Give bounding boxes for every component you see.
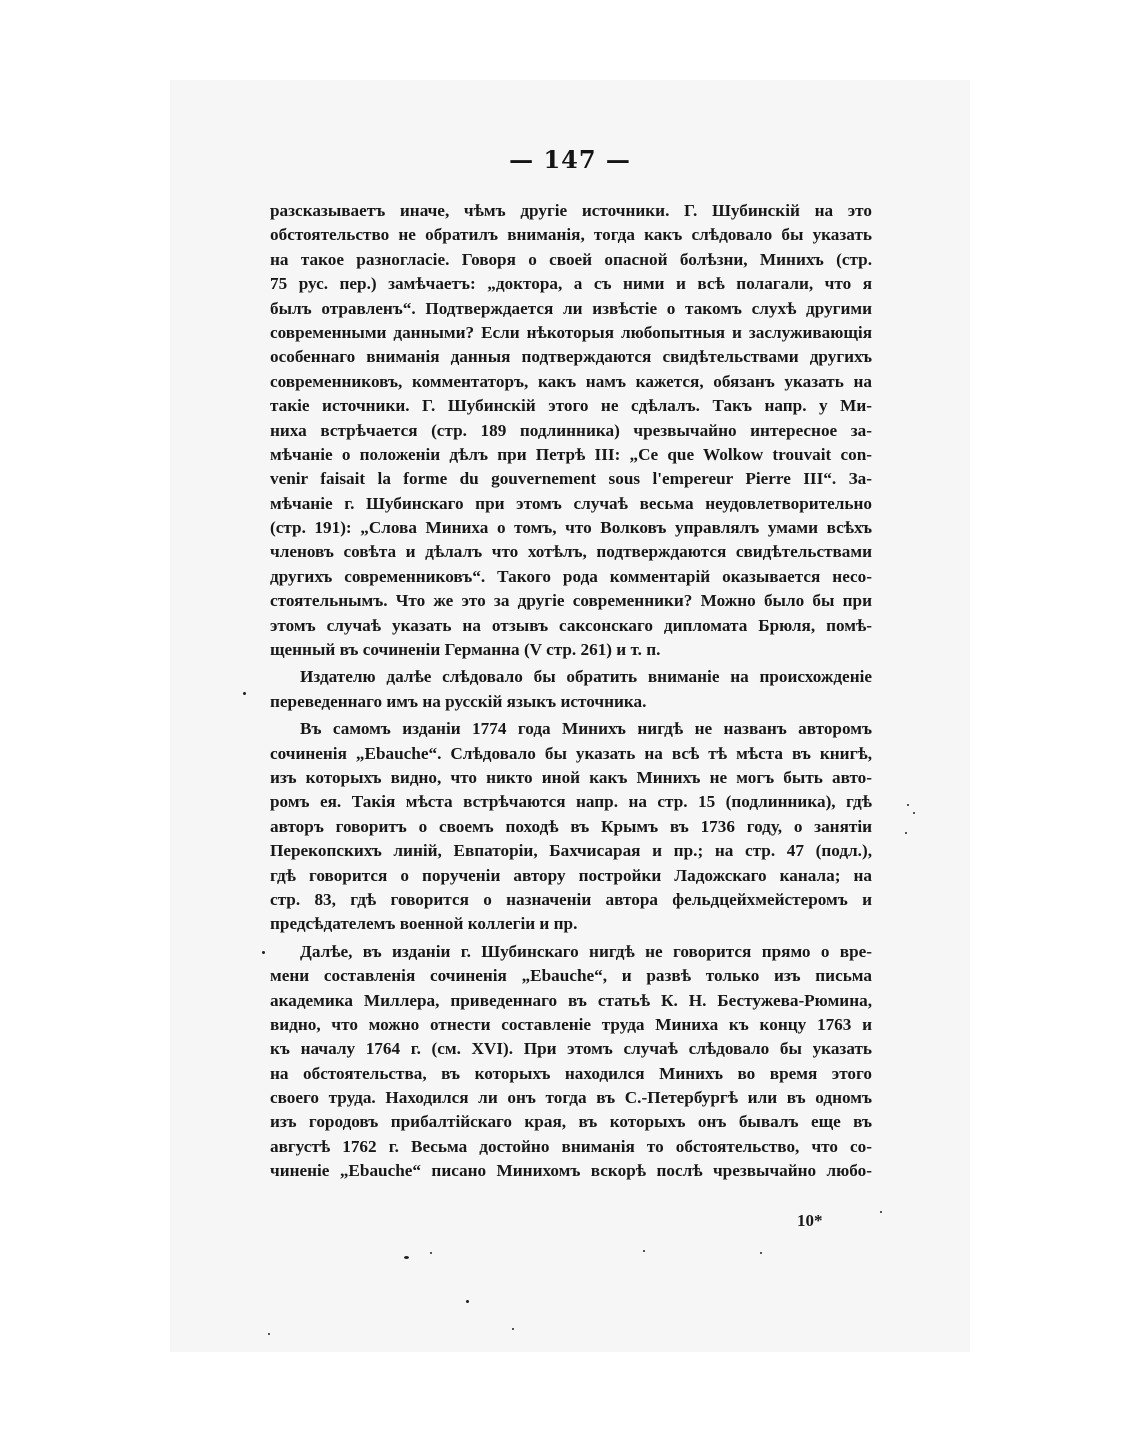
text-line: стр. 83, гдѣ говорится о назначеніи автора фельдцейхмейстеромъ и (270, 889, 872, 909)
text-line: членовъ совѣта и дѣлалъ что хотѣлъ, подтверждаются свидѣтельствами (270, 542, 872, 562)
text-line: гдѣ говорится о порученіи автору постройки Ладожскаго канала; на (270, 865, 872, 885)
scan-speck (430, 1252, 432, 1254)
text-line: переведеннаго имъ на русскій языкъ источника. (270, 691, 647, 711)
paragraph-4 (270, 940, 872, 1184)
text-line: 75 рус. пер.) замѣчаетъ: „доктора, а съ ними и всѣ полагали, что я (270, 274, 872, 294)
text-line: Издателю далѣе слѣдовало бы обратить вниманіе на происхожденіе (300, 667, 872, 687)
text-line: мени составленія сочиненія „Ebauche“, и развѣ только изъ письма (270, 966, 872, 986)
scan-speck (880, 1211, 882, 1213)
text-line: особеннаго вниманія данныя подтверждаются свидѣтельствами другихъ (270, 347, 872, 367)
text-line: былъ отравленъ“. Подтверждается ли извѣстіе о такомъ слухѣ другими (270, 298, 872, 318)
scan-speck (404, 1256, 409, 1259)
text-line: на такое разногласіе. Говоря о своей опасной болѣзни, Минихъ (стр. (270, 249, 872, 269)
body-text (270, 199, 872, 1184)
text-line: ромъ ея. Такія мѣста встрѣчаются напр. на стр. 15 (подлинника), гдѣ (270, 792, 872, 812)
text-line: предсѣдателемъ военной коллегіи и пр. (270, 914, 578, 934)
text-line: такіе источники. Г. Шубинскій этого не сдѣлалъ. Такъ напр. у Ми- (270, 396, 872, 416)
text-line: ниха встрѣчается (стр. 189 подлинника) чрезвычайно интересное за- (270, 420, 872, 440)
text-line: изъ которыхъ видно, что никто иной какъ Минихъ не могъ быть авто- (270, 767, 872, 787)
text-line: Далѣе, въ изданіи г. Шубинскаго нигдѣ не говорится прямо о вре- (300, 941, 872, 961)
scan-speck (643, 1250, 645, 1252)
text-line: Перекопскихъ линій, Евпаторіи, Бахчисарая и пр.; на стр. 47 (подл.), (270, 841, 872, 861)
text-line: авторъ говоритъ о своемъ походѣ въ Крымъ въ 1736 году, о занятіи (270, 816, 872, 836)
text-line: стоятельнымъ. Что же это за другіе современники? Можно было бы при (270, 591, 872, 611)
text-line: современниковъ, комментаторъ, какъ намъ кажется, обязанъ указать на (270, 371, 872, 391)
text-line: августѣ 1762 г. Весьма достойно вниманія то обстоятельство, что со- (270, 1136, 872, 1156)
scan-speck (905, 832, 907, 834)
text-line: обстоятельство не обратилъ вниманія, тогда какъ слѣдовало бы указать (270, 225, 872, 245)
paragraph-2 (270, 665, 872, 714)
text-line: другихъ современниковъ“. Такого рода комментарій оказывается несо- (270, 566, 872, 586)
scan-speck (466, 1300, 469, 1303)
text-line: (стр. 191): „Слова Миниха о томъ, что Волковъ управлялъ умами всѣхъ (270, 518, 872, 538)
text-line: своего труда. Находился ли онъ тогда въ С.-Петербургѣ или въ одномъ (270, 1088, 872, 1108)
text-line: мѣчаніе о положеніи дѣлъ при Петрѣ III: „Ce que Wolkow trouvait con- (270, 444, 872, 464)
text-line: видно, что можно отнести составленіе труда Миниха къ концу 1763 и (270, 1014, 872, 1034)
printer-signature-mark: 10* (797, 1211, 823, 1230)
text-line: академика Миллера, приведеннаго въ статьѣ К. Н. Бестужева-Рюмина, (270, 990, 872, 1010)
page-number: — 147 — (509, 145, 631, 174)
paragraph-1 (270, 199, 872, 662)
text-line: на обстоятельства, въ которыхъ находился Минихъ во время этого (270, 1063, 872, 1083)
text-line: чиненіе „Ebauche“ писано Минихомъ вскорѣ послѣ чрезвычайно любо- (270, 1161, 872, 1181)
scan-speck (512, 1328, 514, 1330)
scan-speck (262, 951, 265, 954)
scan-speck (243, 692, 246, 695)
scan-speck (913, 812, 915, 814)
text-line: современными данными? Если нѣкоторыя любопытныя и заслуживающія (270, 322, 872, 342)
text-line: Въ самомъ изданіи 1774 года Минихъ нигдѣ не названъ авторомъ (300, 719, 872, 739)
text-line: изъ городовъ прибалтійскаго края, въ которыхъ онъ бывалъ еще въ (270, 1112, 872, 1132)
text-line: venir faisait la forme du gouvernement sous l'empereur Pierre III“. За- (270, 469, 872, 489)
scan-speck (907, 804, 909, 806)
text-line: мѣчаніе г. Шубинскаго при этомъ случаѣ весьма неудовлетворительно (270, 493, 872, 513)
text-line: этомъ случаѣ указать на отзывъ саксонскаго дипломата Брюля, помѣ- (270, 615, 872, 635)
text-line: сочиненія „Ebauche“. Слѣдовало бы указать на всѣ тѣ мѣста въ книгѣ, (270, 743, 872, 763)
paragraph-3 (270, 717, 872, 937)
text-line: разсказываетъ иначе, чѣмъ другіе источники. Г. Шубинскій на это (270, 201, 872, 220)
scan-speck (268, 1333, 270, 1335)
text-line: къ началу 1764 г. (см. XVI). При этомъ случаѣ слѣдовало бы указать (270, 1039, 872, 1059)
scan-speck (760, 1252, 762, 1254)
text-line: щенный въ сочиненіи Германна (V стр. 261) и т. п. (270, 640, 661, 660)
